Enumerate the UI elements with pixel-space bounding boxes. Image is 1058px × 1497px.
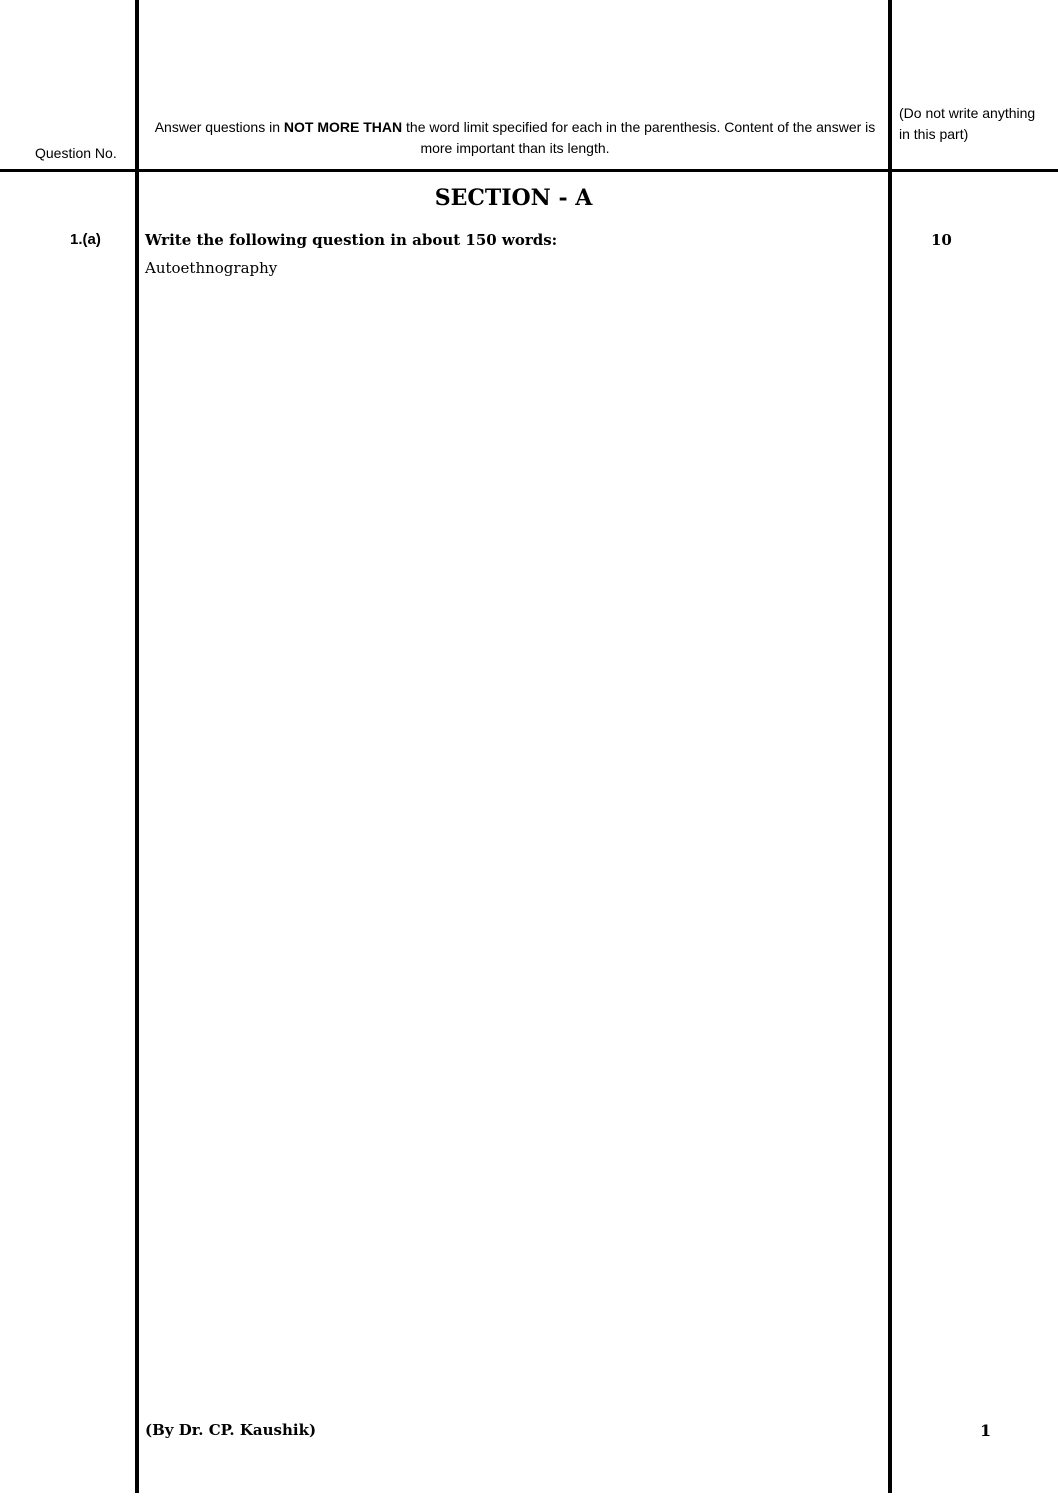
- header-divider-line: [0, 169, 1058, 172]
- right-margin-line: [888, 0, 892, 1493]
- question-no-header: Question No.: [35, 145, 117, 161]
- question-marks: 10: [931, 231, 952, 249]
- page-number: 1: [980, 1421, 992, 1440]
- margin-note-header: (Do not write anything in this part): [899, 105, 1036, 142]
- instructions-header: [150, 117, 880, 159]
- instructions-emphasis: NOT MORE THAN: [283, 119, 403, 135]
- question-prompt: Write the following question in about 150 words:: [145, 231, 558, 249]
- left-margin-line: [135, 0, 139, 1493]
- instructions-suffix: the word limit specified for each in the parenthesis. Content of the answer is more important than its length.: [402, 119, 876, 156]
- question-number: 1.(a): [70, 231, 101, 248]
- section-title: SECTION - A: [434, 185, 593, 211]
- question-topic: Autoethnography: [145, 259, 278, 277]
- instructions-prefix: Answer questions in: [154, 119, 284, 135]
- footer-author: (By Dr. CP. Kaushik): [145, 1421, 317, 1439]
